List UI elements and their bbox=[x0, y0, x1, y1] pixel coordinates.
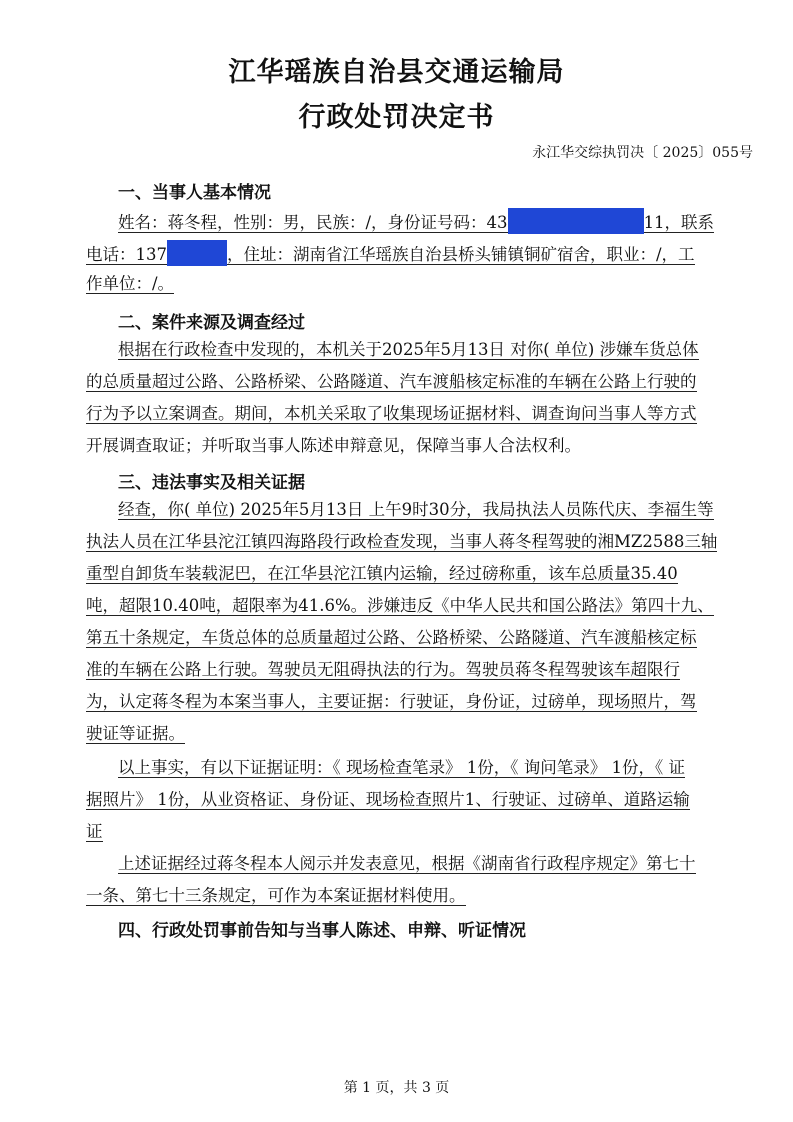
case-source-text-4: 开展调查取证；并听取当事人陈述申辩意见，保障当事人合法权利。 bbox=[86, 436, 581, 455]
party-info-line-2 bbox=[86, 240, 750, 266]
page-footer: 第 1 页，共 3 页 bbox=[343, 1080, 450, 1096]
facts-line-2 bbox=[86, 530, 750, 556]
facts-line-4 bbox=[86, 594, 750, 620]
party-phone-text: 电话：137 bbox=[86, 245, 167, 264]
facts-line-1 bbox=[118, 498, 750, 524]
facts-text-3: 重型自卸货车装载泥巴，在江华县沱江镇内运输，经过磅称重，该车总质量35.40 bbox=[86, 564, 678, 583]
party-info-line-3 bbox=[86, 272, 750, 298]
case-source-line-2 bbox=[86, 370, 750, 396]
facts-text-5: 第五十条规定，车货总体的总质量超过公路、公路桥梁、公路隧道、汽车渡船核定标 bbox=[86, 628, 697, 647]
section-2-heading: 二、案件来源及调查经过 bbox=[118, 313, 305, 333]
doc-title-agency: 江华瑶族自治县交通运输局 bbox=[228, 57, 565, 88]
facts-text-6: 准的车辆在公路上行驶。驾驶员无阻碍执法的行为。驾驶员蒋冬程驾驶该车超限行 bbox=[86, 660, 680, 679]
evidence-usage-line-1 bbox=[118, 852, 750, 878]
facts-line-5 bbox=[86, 626, 750, 652]
party-name-id-text: 姓名：蒋冬程，性别：男，民族：/，身份证号码：43 bbox=[118, 213, 508, 232]
party-address-text: ，住址：湖南省江华瑶族自治县桥头铺镇铜矿宿舍，职业：/，工 bbox=[227, 245, 695, 264]
section-1-heading: 一、当事人基本情况 bbox=[118, 183, 271, 203]
party-info-line-1 bbox=[118, 208, 750, 234]
evidence-text-1: 以上事实，有以下证据证明：《 现场检查笔录》 1份，《 询问笔录》 1份，《 证 bbox=[118, 758, 685, 777]
doc-number: 永江华交综执罚决〔 2025〕055号 bbox=[532, 145, 753, 161]
case-source-text-3: 行为予以立案调查。期间，本机关采取了收集现场证据材料、调查询问当事人等方式 bbox=[86, 404, 697, 423]
evidence-text-3: 证 bbox=[86, 822, 103, 841]
case-source-text-2: 的总质量超过公路、公路桥梁、公路隧道、汽车渡船核定标准的车辆在公路上行驶的 bbox=[86, 372, 697, 391]
facts-text-1: 经查，你( 单位) 2025年5月13日 上午9时30分，我局执法人员陈代庆、李福生等 bbox=[118, 500, 714, 519]
facts-text-2: 执法人员在江华县沱江镇四海路段行政检查发现，当事人蒋冬程驾驶的湘MZ2588三轴 bbox=[86, 532, 718, 551]
section-4-heading: 四、行政处罚事前告知与当事人陈述、申辩、听证情况 bbox=[118, 921, 526, 941]
case-source-text-1: 根据在行政检查中发现的，本机关于2025年5月13日 对你( 单位) 涉嫌车货总体 bbox=[118, 340, 699, 359]
redacted-phone-number bbox=[167, 240, 227, 266]
evidence-usage-text-1: 上述证据经过蒋冬程本人阅示并发表意见，根据《湖南省行政程序规定》第七十 bbox=[118, 854, 696, 873]
evidence-line-1 bbox=[118, 756, 750, 782]
evidence-line-3 bbox=[86, 820, 750, 846]
facts-text-8: 驶证等证据。 bbox=[86, 724, 185, 743]
case-source-line-4 bbox=[86, 434, 750, 460]
party-employer-text: 作单位：/。 bbox=[86, 274, 175, 293]
section-3-heading: 三、违法事实及相关证据 bbox=[118, 473, 305, 493]
facts-line-7 bbox=[86, 690, 750, 716]
redacted-id-number bbox=[508, 208, 644, 234]
facts-text-4: 吨，超限10.40吨，超限率为41.6%。涉嫌违反《中华人民共和国公路法》第四十九、 bbox=[86, 596, 714, 615]
evidence-line-2 bbox=[86, 788, 750, 814]
case-source-line-3 bbox=[86, 402, 750, 428]
evidence-text-2: 据照片》 1份，从业资格证、身份证、现场检查照片1、行驶证、过磅单、道路运输 bbox=[86, 790, 690, 809]
evidence-usage-line-2 bbox=[86, 884, 750, 910]
party-contact-label: 11，联系 bbox=[643, 213, 715, 232]
facts-line-3 bbox=[86, 562, 750, 588]
doc-title-type: 行政处罚决定书 bbox=[298, 102, 495, 133]
case-source-line-1 bbox=[118, 338, 750, 364]
facts-line-6 bbox=[86, 658, 750, 684]
facts-line-8 bbox=[86, 722, 750, 748]
evidence-usage-text-2: 一条、第七十三条规定，可作为本案证据材料使用。 bbox=[86, 886, 466, 905]
facts-text-7: 为，认定蒋冬程为本案当事人，主要证据：行驶证，身份证，过磅单，现场照片，驾 bbox=[86, 692, 697, 711]
